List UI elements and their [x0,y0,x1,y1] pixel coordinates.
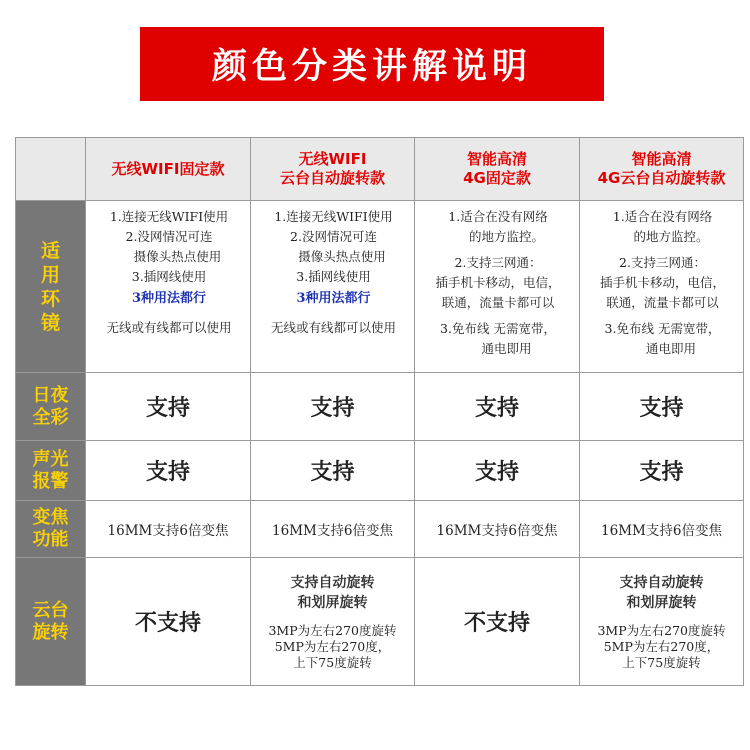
comparison-table [15,137,744,686]
ptz-label-line1: 云台 [32,599,69,621]
env-line: 1.适合在没有网络 [448,209,548,224]
env-line: 3.免布线 无需宽带， [604,321,721,336]
ptz-yes-4g [580,558,744,686]
env-4g-ptz [580,201,744,373]
header-4g-fixed-line1: 智能高清 [466,150,527,168]
env-line: 2.支持三网通： [454,255,542,270]
ptz-spec-line2: 5MP为左右270度， [274,638,391,654]
env-line: 通电即用 [481,341,532,356]
ptz-label [16,558,86,686]
env-line: 2.支持三网通： [619,255,706,270]
env-bottom-note: 无线或有线都可以使用 [270,320,396,335]
night-value: 支持 [251,373,415,441]
night-label-line2: 全彩 [32,406,69,428]
env-line: 3.插网线使用 [131,269,207,284]
header-4g-ptz [580,138,744,201]
header-wifi-ptz-line1: 无线WIFI [298,150,367,168]
env-line: 摄像头热点使用 [298,249,386,264]
night-value: 支持 [580,373,744,441]
ptz-spec-line3: 上下75度旋转 [622,654,701,670]
env-line: 1.连接无线WIFI使用 [274,209,393,224]
alarm-value: 支持 [251,441,415,501]
alarm-label-line1: 声光 [32,448,69,470]
alarm-label [16,441,86,501]
zoom-value: 16MM支持6倍变焦 [86,501,251,558]
alarm-row [16,441,744,501]
env-line: 1.连接无线WIFI使用 [109,209,229,224]
alarm-value: 支持 [415,441,580,501]
ptz-spec-line1: 3MP为左右270度旋转 [268,622,397,638]
night-value: 支持 [86,373,251,441]
env-4g-fixed [415,201,580,373]
header-wifi-ptz [251,138,415,201]
header-4g-ptz-line1: 智能高清 [631,150,692,168]
env-line: 3.插网线使用 [296,269,371,284]
alarm-value: 支持 [580,441,744,501]
banner-title: 颜色分类讲解说明 [211,47,532,87]
ptz-yes-line1: 支持自动旋转 [290,574,375,591]
night-row [16,373,744,441]
ptz-spec-line1: 3MP为左右270度旋转 [597,622,726,638]
ptz-spec [253,623,412,671]
env-line: 2.没网情况可连 [125,229,213,244]
alarm-label-line2: 报警 [32,470,69,492]
ptz-no: 不支持 [415,558,580,686]
ptz-yes-line2: 和划屏旋转 [626,594,697,611]
header-wifi-fixed-line1: 无线WIFI固定款 [111,159,225,178]
header-wifi-ptz-line2: 云台自动旋转款 [279,169,385,187]
ptz-yes-line1: 支持自动旋转 [619,574,704,591]
env-wifi-fixed [86,201,251,373]
header-4g-ptz-line2: 4G云台自动旋转款 [597,169,726,187]
night-label [16,373,86,441]
ptz-yes-line2: 和划屏旋转 [297,594,368,611]
env-wifi-ptz [251,201,415,373]
zoom-label-line2: 功能 [32,529,69,550]
header-wifi-fixed [86,138,251,201]
header-4g-fixed [415,138,580,201]
night-value: 支持 [415,373,580,441]
ptz-no: 不支持 [86,558,251,686]
zoom-value: 16MM支持6倍变焦 [415,501,580,558]
env-line: 的地方监控。 [633,229,709,244]
zoom-label [16,501,86,558]
env-line: 2.没网情况可连 [290,229,377,244]
env-line: 通电即用 [645,341,696,356]
env-bottom-note: 无线或有线都可以使用 [106,320,232,335]
header-row [16,138,744,201]
env-blue-note: 3种用法都行 [131,291,207,306]
ptz-spec-line2: 5MP为左右270度， [603,638,720,654]
ptz-spec-line3: 上下75度旋转 [293,654,372,670]
env-line: 插手机卡移动，电信， [599,275,725,290]
zoom-value: 16MM支持6倍变焦 [251,501,415,558]
env-row [16,201,744,373]
night-label-line1: 日夜 [32,384,69,406]
env-line: 1.适合在没有网络 [612,209,713,224]
env-line: 联通，流量卡都可以 [441,295,555,310]
zoom-value: 16MM支持6倍变焦 [580,501,744,558]
ptz-yes-wifi [251,558,415,686]
env-line: 摄像头热点使用 [133,249,222,264]
env-blue-note: 3种用法都行 [296,291,371,306]
ptz-row [16,558,744,686]
env-label: 适 用 环 镜 [16,201,86,373]
header-4g-fixed-line2: 4G固定款 [463,169,531,187]
env-line: 插手机卡移动，电信， [435,275,561,290]
corner-cell [16,138,86,201]
env-line: 3.免布线 无需宽带， [440,321,556,336]
zoom-label-line1: 变焦 [32,507,69,528]
ptz-spec [582,623,741,671]
zoom-row [16,501,744,558]
env-line: 的地方监控。 [468,229,544,244]
env-line: 联通，流量卡都可以 [606,295,719,310]
ptz-label-line2: 旋转 [32,621,69,643]
alarm-value: 支持 [86,441,251,501]
title-banner [140,27,604,101]
